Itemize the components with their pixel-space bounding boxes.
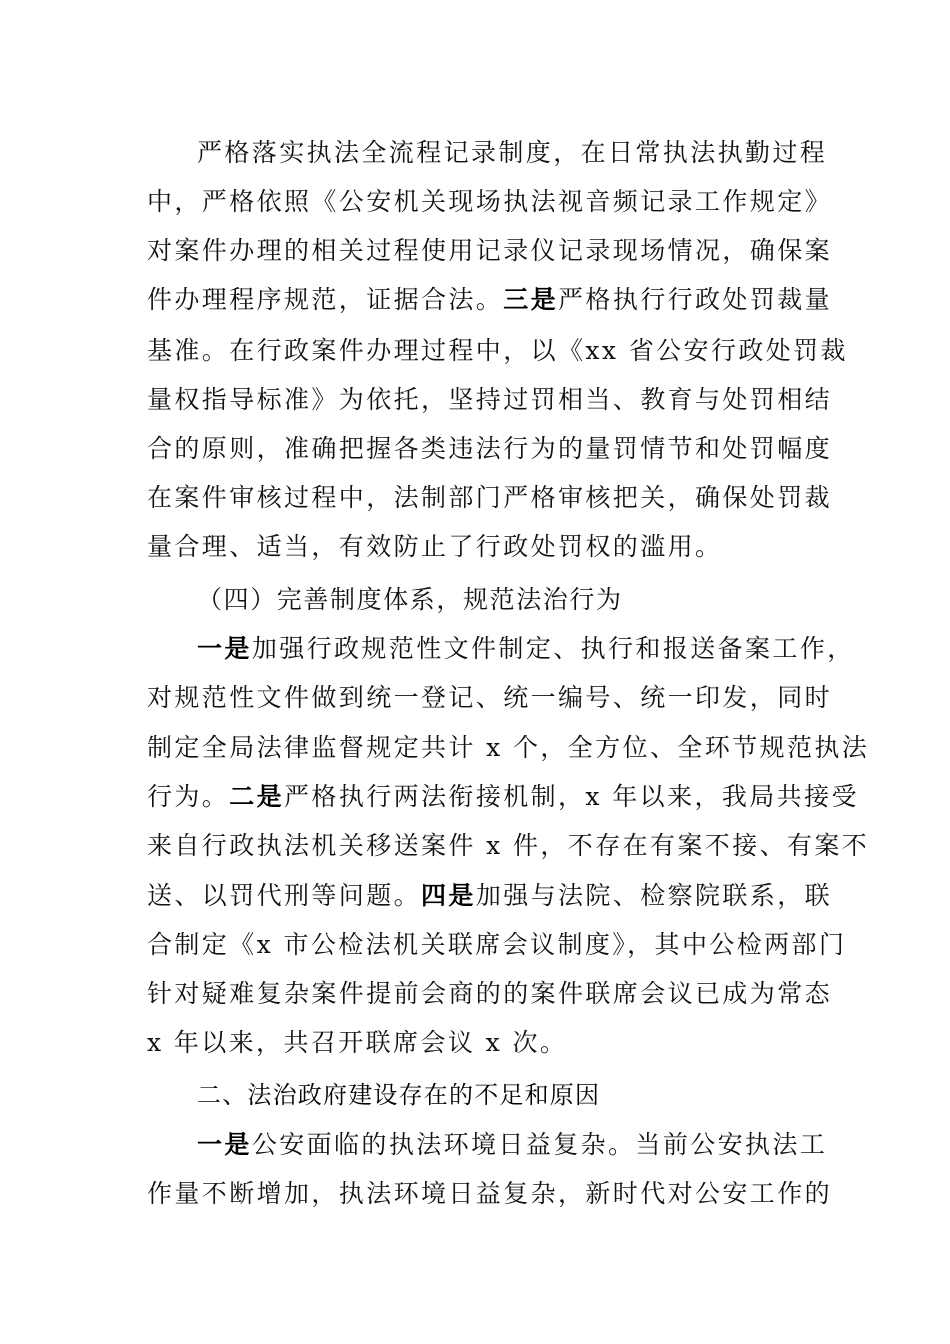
paragraph-line: x 年以来，共召开联席会议 x 次。 bbox=[147, 1028, 568, 1057]
paragraph-line bbox=[147, 782, 859, 812]
paragraph-line bbox=[197, 634, 855, 664]
paragraph-line: 制定全局法律监督规定共计 x 个，全方位、全环节规范执法 bbox=[147, 733, 870, 762]
text-run: 行为。 bbox=[147, 782, 230, 811]
text-run: 严格执行行政处罚裁量 bbox=[558, 285, 833, 314]
section-heading: （四）完善制度体系，规范法治行为 bbox=[197, 585, 623, 614]
paragraph-line: 对规范性文件做到统一登记、统一编号、统一印发，同时 bbox=[147, 683, 833, 712]
paragraph-line bbox=[197, 1130, 827, 1160]
text-run: 加强行政规范性文件制定、执行和报送备案工作， bbox=[251, 634, 855, 663]
text-run: 公安面临的执法环境日益复杂。当前公安执法工 bbox=[251, 1130, 828, 1159]
text-run: 加强与法院、检察院联系，联 bbox=[475, 881, 833, 910]
text-run: 严格执行两法衔接机制，x 年以来，我局共接受 bbox=[284, 782, 859, 811]
bold-marker: 四是 bbox=[421, 881, 476, 910]
paragraph-line: 合的原则，准确把握各类违法行为的量罚情节和处罚幅度 bbox=[147, 434, 833, 463]
paragraph-line: 对案件办理的相关过程使用记录仪记录现场情况，确保案 bbox=[147, 236, 833, 265]
paragraph-line: 针对疑难复杂案件提前会商的的案件联席会议已成为常态 bbox=[147, 979, 833, 1008]
paragraph-line bbox=[147, 285, 832, 315]
paragraph-line bbox=[147, 881, 832, 911]
paragraph-line: 严格落实执法全流程记录制度，在日常执法执勤过程 bbox=[197, 138, 828, 167]
paragraph-line: 作量不断增加，执法环境日益复杂，新时代对公安工作的 bbox=[147, 1179, 833, 1208]
text-run: 件办理程序规范，证据合法。 bbox=[147, 285, 504, 314]
bold-marker: 三是 bbox=[503, 285, 559, 314]
bold-marker: 一是 bbox=[197, 634, 252, 663]
bold-marker: 一是 bbox=[197, 1130, 252, 1159]
paragraph-line: 量权指导标准》为依托，坚持过罚相当、教育与处罚相结 bbox=[147, 385, 833, 414]
paragraph-line: 量合理、适当，有效防止了行政处罚权的滥用。 bbox=[147, 532, 723, 561]
paragraph-line: 合制定《x 市公检法机关联席会议制度》，其中公检两部门 bbox=[147, 930, 847, 959]
paragraph-line: 基准。在行政案件办理过程中，以《xx 省公安行政处罚裁 bbox=[147, 336, 848, 365]
text-run: 送、以罚代刑等问题。 bbox=[147, 881, 422, 910]
section-heading: 二、法治政府建设存在的不足和原因 bbox=[197, 1081, 601, 1109]
bold-marker: 二是 bbox=[229, 782, 285, 811]
paragraph-line: 中，严格依照《公安机关现场执法视音频记录工作规定》 bbox=[147, 187, 833, 216]
paragraph-line: 在案件审核过程中，法制部门严格审核把关，确保处罚裁 bbox=[147, 483, 833, 512]
paragraph-line: 来自行政执法机关移送案件 x 件，不存在有案不接、有案不 bbox=[147, 831, 870, 860]
